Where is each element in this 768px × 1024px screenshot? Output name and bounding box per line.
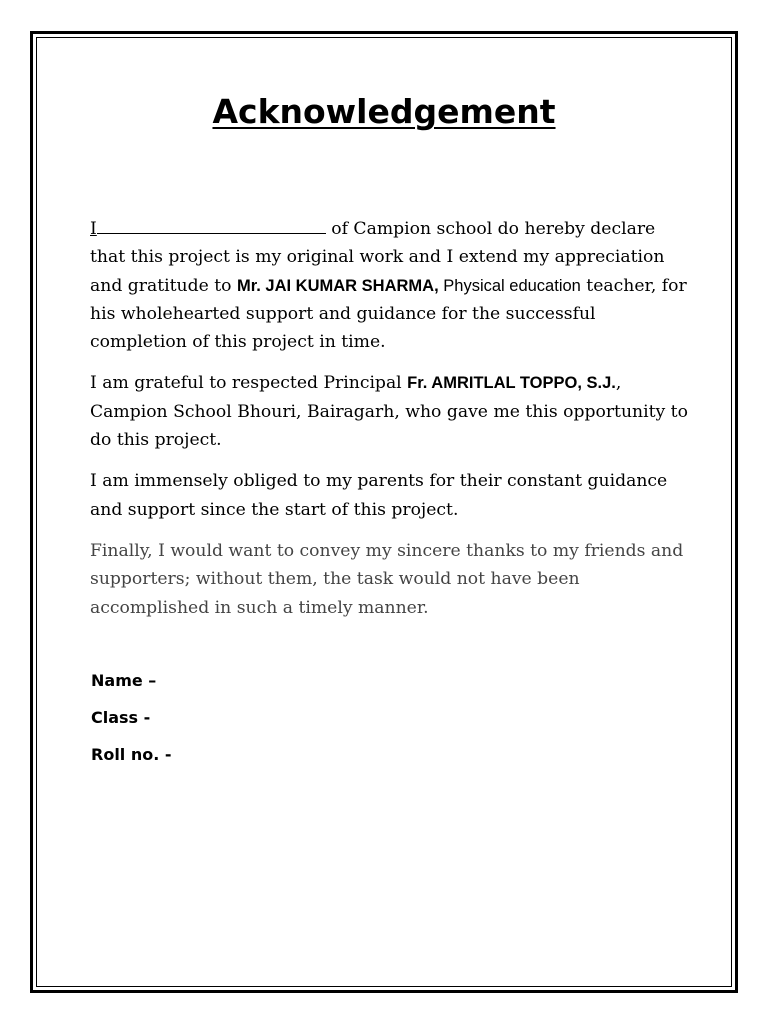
- document-body: [90, 214, 690, 635]
- teacher-role: Physical education: [438, 276, 581, 295]
- document-title: Acknowledgement: [212, 92, 556, 131]
- principal-text-a: I am grateful to respected Principal: [90, 373, 408, 394]
- field-class: Class -: [91, 708, 151, 727]
- paragraph-parents: I am immensely obliged to my parents for their constant guidance and support since the start of this project.: [90, 471, 668, 520]
- paragraph-principal: [90, 369, 690, 454]
- declaration-first-word: I: [90, 219, 97, 239]
- paragraph-declaration: [90, 214, 690, 356]
- field-name: Name –: [91, 671, 157, 690]
- principal-name: Fr. AMRITLAL TOPPO, S.J.: [407, 374, 616, 393]
- declaration-text-a: of Campion school do hereby declare that this project is my original work and I extend my appreciation and gratitude to: [90, 219, 665, 296]
- paragraph-friends: Finally, I would want to convey my sincere thanks to my friends and supporters; without them, the task would not have been accomplished in such a timely manner.: [90, 540, 684, 618]
- field-roll: Roll no. -: [91, 745, 172, 764]
- declaration-text-b: teacher, for his wholehearted support and guidance for the successful completion of this project in time.: [90, 275, 687, 353]
- name-blank-line: [97, 214, 326, 234]
- principal-text-b: , Campion School Bhouri, Bairagarh, who gave me this opportunity to do this project.: [90, 373, 688, 451]
- student-fields: [91, 670, 172, 781]
- teacher-name: Mr. JAI KUMAR SHARMA,: [236, 276, 439, 295]
